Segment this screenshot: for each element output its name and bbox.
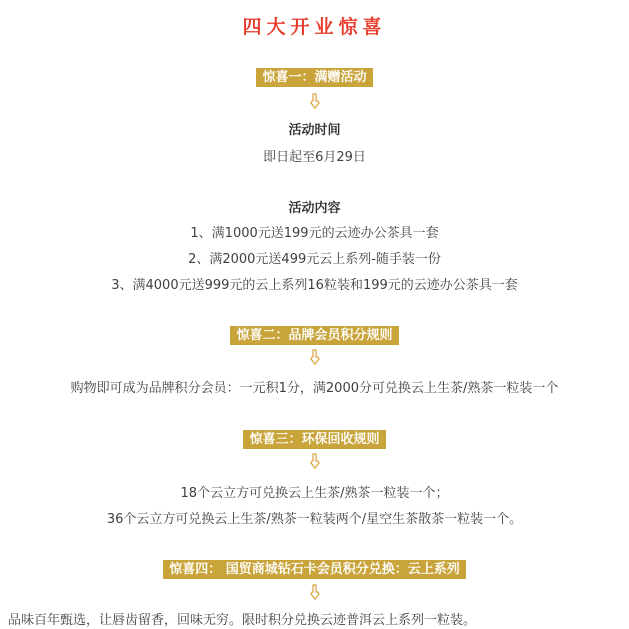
activity-item-3: 3、满4000元送999元的云上系列16粒装和199元的云迹办公茶具一套 <box>111 278 518 293</box>
pointing-down-hand-icon <box>0 584 629 600</box>
activity-content-heading: 活动内容 <box>288 201 341 216</box>
activity-time-heading: 活动时间 <box>288 123 341 138</box>
page-title: 四大开业惊喜 <box>242 16 387 38</box>
activity-item-2: 2、满2000元送499元云上系列-随手装一份 <box>188 252 441 267</box>
membership-rule-text: 购物即可成为品牌积分会员：一元积1分，满2000分可兑换云上生茶/熟茶一粒装一个 <box>70 381 559 396</box>
surprise-1-badge: 惊喜一：满赠活动 <box>256 68 372 87</box>
diamond-card-exchange-text: 品味百年甄选，让唇齿留香，回味无穷。限时积分兑换云迹普洱云上系列一粒装。 <box>8 613 477 628</box>
surprise-2-badge: 惊喜二：品牌会员积分规则 <box>230 326 398 345</box>
recycle-rule-line-1: 18个云立方可兑换云上生茶/熟茶一粒装一个； <box>180 486 449 501</box>
surprise-3-badge-row <box>0 428 629 449</box>
recycle-rule-line-2: 36个云立方可兑换云上生茶/熟茶一粒装两个/星空生茶散茶一粒装一个。 <box>106 512 523 527</box>
pointing-down-hand-icon <box>0 349 629 365</box>
pointing-down-hand-icon <box>0 93 629 109</box>
surprise-3-badge: 惊喜三：环保回收规则 <box>243 430 385 449</box>
pointing-down-hand-icon <box>0 453 629 469</box>
surprise-4-badge: 惊喜四： 国贸商城钻石卡会员积分兑换：云上系列 <box>163 560 466 579</box>
surprise-1-badge-row <box>0 66 629 87</box>
activity-time-value: 即日起至6月29日 <box>263 150 366 165</box>
activity-item-1: 1、满1000元送199元的云迹办公茶具一套 <box>190 226 439 241</box>
surprise-2-badge-row <box>0 324 629 345</box>
surprise-4-badge-row <box>0 558 629 579</box>
